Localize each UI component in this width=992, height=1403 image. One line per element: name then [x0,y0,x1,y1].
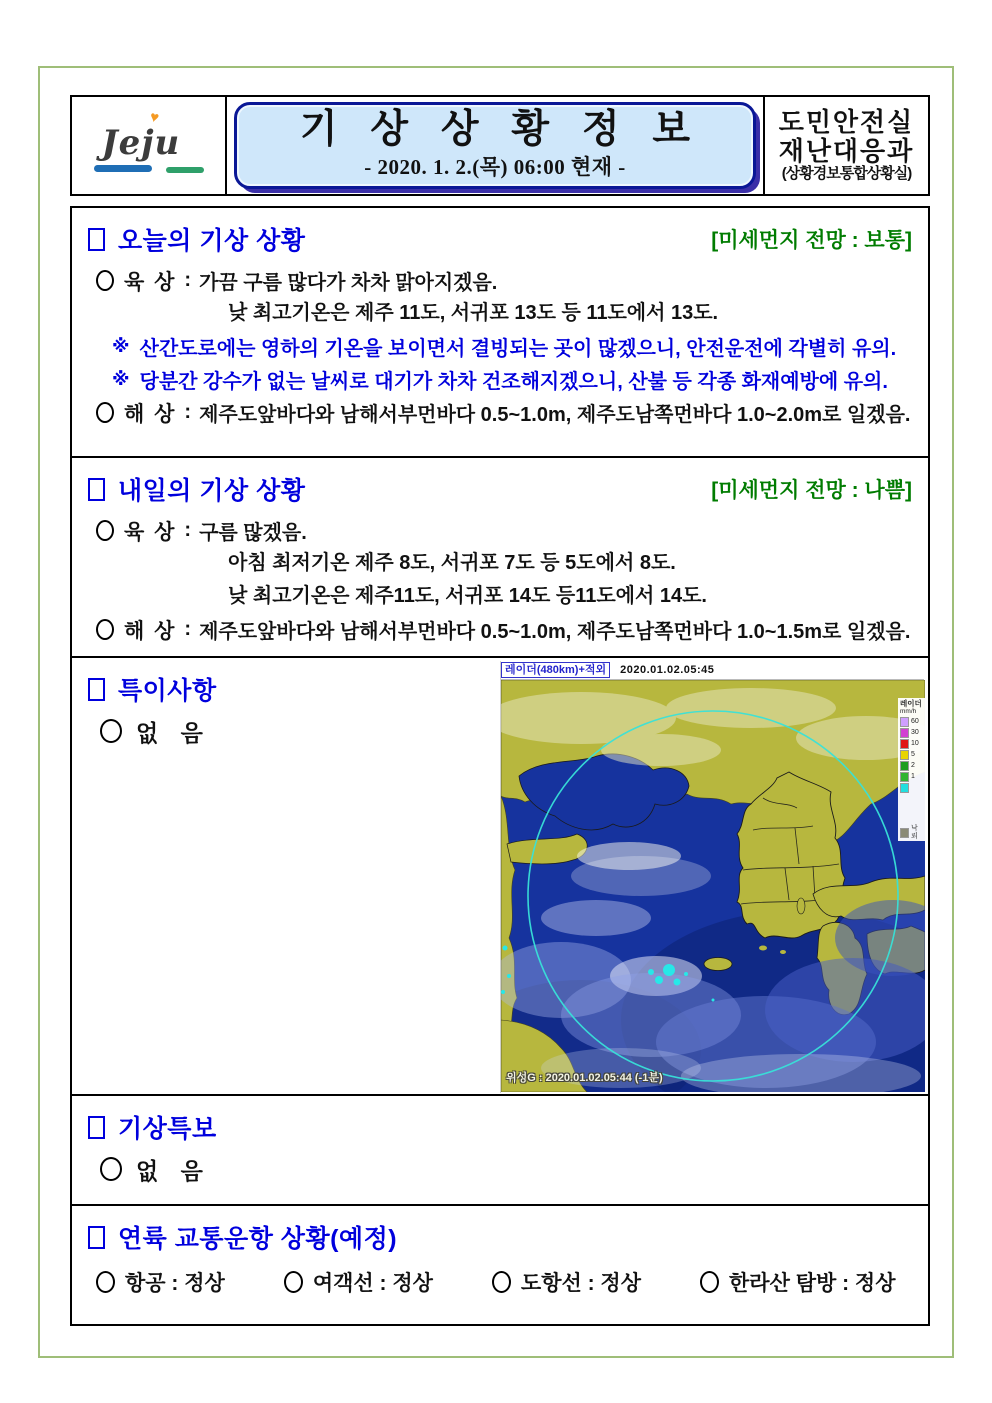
logo-cell [72,97,227,194]
transport-item-hallasan [698,1267,896,1297]
transport-status-text: 도항선 : 정상 [520,1272,641,1295]
legend-title: 레이더 [900,699,922,708]
transport-status-text: 한라산 탐방 : 정상 [729,1272,896,1295]
map-type-label: 레이더(480km)+적외 [501,662,610,678]
legend-value: 30 [911,729,919,737]
circle-bullet-icon [96,1271,115,1293]
circle-bullet-icon [700,1271,719,1293]
circle-bullet-icon [100,719,122,743]
transport-status-text: 여객선 : 정상 [312,1272,433,1295]
legend-swatch [900,728,909,738]
lightning-icon [900,828,909,838]
land-forecast-line1: 가끔 구름 많다가 차차 맑아지겠음. [199,272,498,294]
transport-item-air [94,1267,225,1297]
legend-value: 10 [911,740,919,748]
legend-swatch [900,739,909,749]
colon: : [184,618,192,640]
circle-bullet-icon [96,619,114,640]
land-forecast-line3: 낮 최고기온은 제주11도, 서귀포 14도 등11도에서 14도. [228,585,707,607]
land-label: 육 상 [124,520,177,544]
section-weather-warnings [72,1096,928,1206]
map-graphic [501,680,925,1092]
square-marker-icon [88,1116,105,1139]
colon: : [184,401,192,423]
colon: : [184,519,192,541]
colon: : [184,269,192,291]
square-marker-icon [88,478,105,501]
circle-bullet-icon [492,1271,511,1293]
legend-swatch [900,717,909,727]
lightning-label: 낙뢰 [911,825,918,840]
jeju-green-underline [166,167,204,173]
department-cell [765,97,928,194]
legend-value: 2 [911,762,915,770]
circle-bullet-icon [96,402,114,423]
satellite-timestamp: 위성G : 2020.01.02.05:44 (-1분) [506,1072,663,1084]
sea-forecast: 제주도앞바다와 남해서부먼바다 0.5~1.0m, 제주도남쪽먼바다 1.0~1.5m로 일겠음. [199,621,911,643]
section-title: 기상특보 [118,1115,217,1143]
section-title: 특이사항 [118,677,217,705]
legend-swatch [900,750,909,760]
section-today-weather [72,208,928,458]
report-datetime: - 2020. 1. 2.(목) 06:00 현재 - [364,155,626,180]
jeju-blue-underline [94,165,152,172]
jeju-heart-icon: ♥ [147,107,161,127]
special-notes-content: 없 음 [136,719,211,746]
caution-note-2: 당분간 강수가 없는 날씨로 대기가 차차 건조해지겠으니, 산불 등 각종 화재예방에 유의. [139,371,888,393]
map-header [501,661,924,680]
land-forecast-line2: 아침 최저기온 제주 8도, 서귀포 7도 등 5도에서 8도. [228,552,676,574]
note-asterisk-icon: ※ [112,336,130,356]
radar-legend [898,698,925,841]
fine-dust-badge: [미세먼지 전망 : 보통] [711,229,912,252]
square-marker-icon [88,228,105,251]
department-line1: 도민안전실 [778,106,915,137]
section-title: 오늘의 기상 상황 [118,227,306,255]
transport-item-island-ferry [490,1267,641,1297]
transport-item-ferry [282,1267,433,1297]
section-transport-status [72,1206,928,1322]
circle-bullet-icon [96,520,114,541]
legend-value: 1 [911,773,915,781]
legend-unit: mm/h [900,708,917,716]
transport-status-text: 항공 : 정상 [125,1272,225,1295]
department-line2: 재난대응과 [778,136,915,167]
circle-bullet-icon [100,1157,122,1181]
jeju-logo [94,107,204,177]
land-forecast-line2: 낮 최고기온은 제주 11도, 서귀포 13도 등 11도에서 13도. [228,302,719,324]
sea-label: 해 상 [124,619,177,643]
sea-label: 해 상 [124,402,177,426]
legend-value: 60 [911,718,919,726]
warnings-content: 없 음 [136,1157,211,1184]
radar-satellite-map [500,661,924,1093]
fine-dust-badge: [미세먼지 전망 : 나쁨] [711,479,912,502]
department-line3: (상황경보통합상황실) [781,165,912,183]
circle-bullet-icon [96,270,114,291]
square-marker-icon [88,1226,105,1249]
circle-bullet-icon [284,1271,303,1293]
section-special-notes [72,658,928,1096]
report-header [70,95,930,196]
section-title: 연륙 교통운항 상황(예정) [118,1225,398,1253]
land-forecast-line1: 구름 많겠음. [199,522,307,544]
map-timestamp: 2020.01.02.05:45 [620,664,715,676]
note-asterisk-icon: ※ [112,369,130,389]
legend-swatch [900,772,909,782]
square-marker-icon [88,678,105,701]
report-body [70,206,930,1326]
legend-value: 5 [911,751,915,759]
jeju-logo-text: Jeju [101,122,181,163]
report-title: 기 상 상 황 정 보 [299,107,702,151]
legend-swatch [900,783,909,793]
map-image [501,680,925,1092]
section-title: 내일의 기상 상황 [118,477,306,505]
land-label: 육 상 [124,270,177,294]
caution-note-1: 산간도로에는 영하의 기온을 보이면서 결빙되는 곳이 많겠으니, 안전운전에 각별히 유의. [139,338,897,360]
title-banner [234,102,756,189]
title-cell [227,97,765,194]
legend-swatch [900,761,909,771]
section-tomorrow-weather [72,458,928,658]
sea-forecast: 제주도앞바다와 남해서부먼바다 0.5~1.0m, 제주도남쪽먼바다 1.0~2.0m로 일겠음. [199,404,911,426]
